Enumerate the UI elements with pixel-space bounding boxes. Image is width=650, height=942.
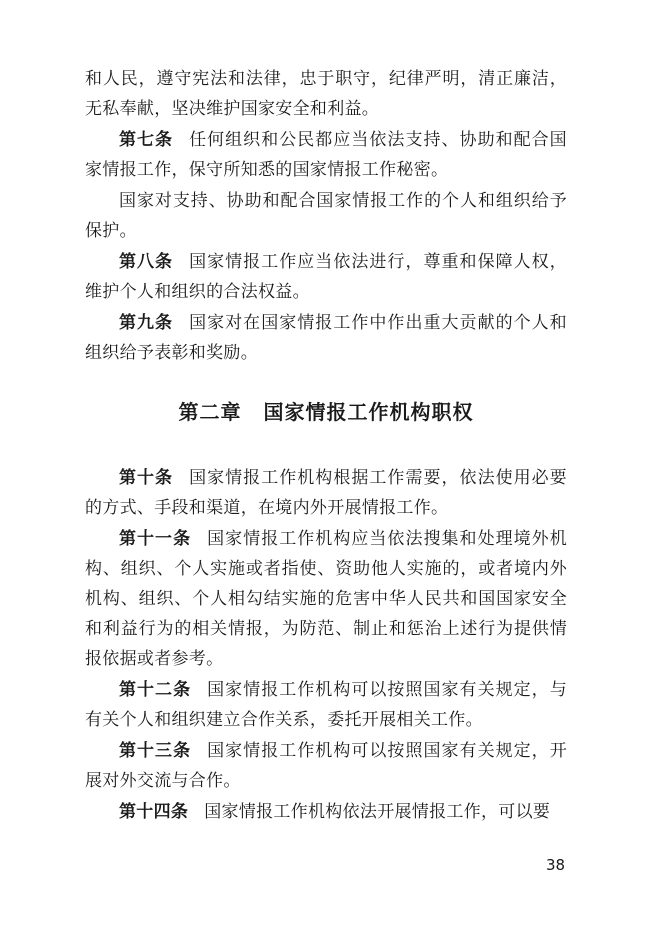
article-number: 第十一条 [119, 529, 192, 549]
text-block-before-chapter [85, 64, 567, 368]
paragraph-text: 国家情报工作应当依法进行，尊重和保障人权，维护个人和组织的合法权益。 [85, 252, 567, 302]
article-number: 第九条 [119, 313, 174, 333]
paragraph [85, 736, 567, 796]
chapter-number: 第二章 [178, 400, 242, 424]
paragraph-text: 国家情报工作机构依法开展情报工作，可以要 [204, 802, 551, 822]
paragraph [85, 308, 567, 368]
document-page [85, 64, 567, 828]
paragraph-text: 国家对支持、协助和配合国家情报工作的个人和组织给予保护。 [85, 191, 567, 241]
paragraph-text: 任何组织和公民都应当依法支持、协助和配合国家情报工作，保守所知悉的国家情报工作秘密。 [85, 130, 567, 180]
article-number: 第八条 [119, 252, 174, 272]
paragraph-text: 国家情报工作机构可以按照国家有关规定，开展对外交流与合作。 [85, 741, 567, 791]
article-number: 第十条 [119, 468, 174, 488]
paragraph-text: 国家对在国家情报工作中作出重大贡献的个人和组织给予表彰和奖励。 [85, 313, 567, 363]
chapter-title: 国家情报工作机构职权 [263, 400, 474, 424]
paragraph [85, 64, 567, 124]
page-number: 38 [546, 856, 566, 874]
paragraph [85, 125, 567, 185]
article-number: 第七条 [119, 130, 174, 150]
paragraph [85, 247, 567, 307]
chapter-heading [85, 398, 567, 426]
paragraph-text: 国家情报工作机构可以按照国家有关规定，与有关个人和组织建立合作关系，委托开展相关工作。 [85, 680, 567, 730]
paragraph [85, 675, 567, 735]
text-block-after-chapter [85, 463, 567, 827]
article-number: 第十四条 [119, 802, 189, 822]
article-number: 第十三条 [119, 741, 192, 761]
paragraph-text: 国家情报工作机构应当依法搜集和处理境外机构、组织、个人实施或者指使、资助他人实施的，或者境内外机构、组织、个人相勾结实施的危害中华人民共和国国家安全和利益行为的相关情报，为防范、制止和惩治上述行为提供情报依据或者参考。 [85, 529, 567, 669]
paragraph [85, 186, 567, 246]
paragraph-text: 和人民，遵守宪法和法律，忠于职守，纪律严明，清正廉洁，无私奉献，坚决维护国家安全和利益。 [85, 69, 567, 119]
article-number: 第十二条 [119, 680, 192, 700]
paragraph [85, 524, 567, 674]
paragraph [85, 797, 567, 827]
paragraph-text: 国家情报工作机构根据工作需要，依法使用必要的方式、手段和渠道，在境内外开展情报工作。 [85, 468, 567, 518]
paragraph [85, 463, 567, 523]
